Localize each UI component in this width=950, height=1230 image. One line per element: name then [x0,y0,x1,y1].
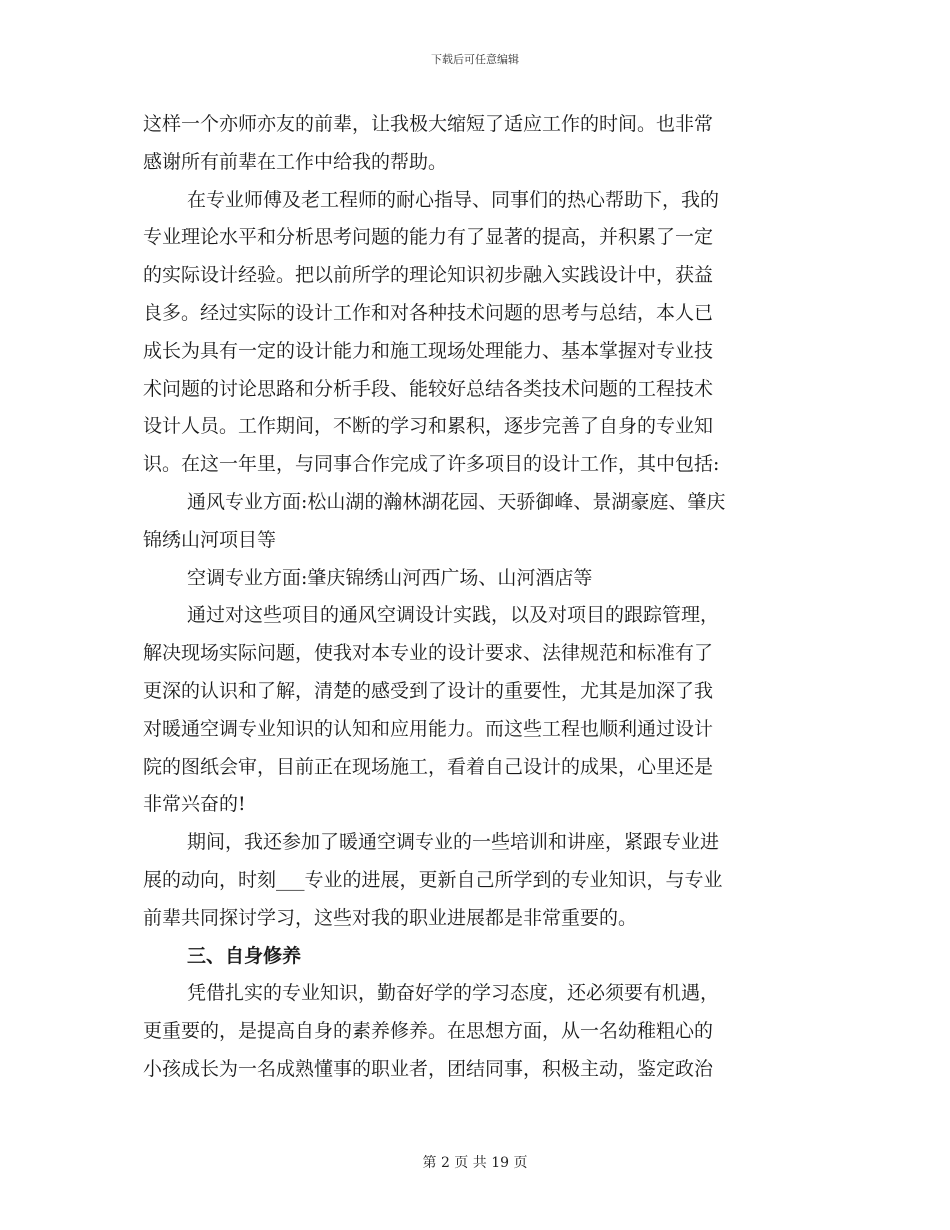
text-line: 专业理论水平和分析思考问题的能力有了显著的提高，并积累了一定 [143,226,714,249]
text-line: 凭借扎实的专业知识，勤奋好学的学习态度，还必须要有机遇， [187,982,720,1005]
text-line: 前辈共同探讨学习，这些对我的职业进展都是非常重要的。 [143,906,638,929]
text-line: 识。在这一年里，与同事合作完成了许多项目的设计工作，其中包括: [143,453,720,476]
text-line: 期间，我还参加了暖通空调专业的一些培训和讲座，紧跟专业进 [187,831,720,854]
text-line: 通风专业方面:松山湖的瀚林湖花园、天骄御峰、景湖豪庭、肇庆 [187,490,726,513]
text-line: 感谢所有前辈在工作中给我的帮助。 [143,150,448,173]
text-line: 设计人员。工作期间，不断的学习和累积，逐步完善了自身的专业知 [143,415,714,438]
text-line: 锦绣山河项目等 [143,528,277,551]
text-line: 小孩成长为一名成熟懂事的职业者，团结同事，积极主动，鉴定政治 [143,1057,714,1080]
text-line: 展的动向，时刻___专业的进展，更新自己所学到的专业知识，与专业 [143,868,723,891]
text-line: 良多。经过实际的设计工作和对各种技术问题的思考与总结，本人已 [143,301,714,324]
text-line: 术问题的讨论思路和分析手段、能较好总结各类技术问题的工程技术 [143,377,714,400]
text-line: 在专业师傅及老工程师的耐心指导、同事们的热心帮助下，我的 [187,188,720,211]
text-line: 院的图纸会审，目前正在现场施工，看着自己设计的成果，心里还是 [143,755,714,778]
text-line: 对暖通空调专业知识的认知和应用能力。而这些工程也顺利通过设计 [143,717,714,740]
page-header-note: 下载后可任意编辑 [431,53,519,66]
document-body [143,106,815,1089]
text-line: 解决现场实际问题，使我对本专业的设计要求、法律规范和标准有了 [143,642,714,665]
text-line: 通过对这些项目的通风空调设计实践，以及对项目的跟踪管理， [187,604,720,627]
text-line: 成长为具有一定的设计能力和施工现场处理能力、基本掌握对专业技 [143,339,714,362]
text-line: 空调专业方面:肇庆锦绣山河西广场、山河酒店等 [187,566,593,589]
section-heading: 三、自身修养 [187,944,302,967]
page-number: 第 2 页 共 19 页 [422,1155,528,1171]
text-line: 这样一个亦师亦友的前辈，让我极大缩短了适应工作的时间。也非常 [143,113,714,135]
text-line: 的实际设计经验。把以前所学的理论知识初步融入实践设计中，获益 [143,264,714,287]
text-line: 非常兴奋的! [143,793,246,816]
text-line: 更深的认识和了解，清楚的感受到了设计的重要性，尤其是加深了我 [143,679,714,702]
text-line: 更重要的，是提高自身的素养修养。在思想方面，从一名幼稚粗心的 [143,1020,714,1043]
